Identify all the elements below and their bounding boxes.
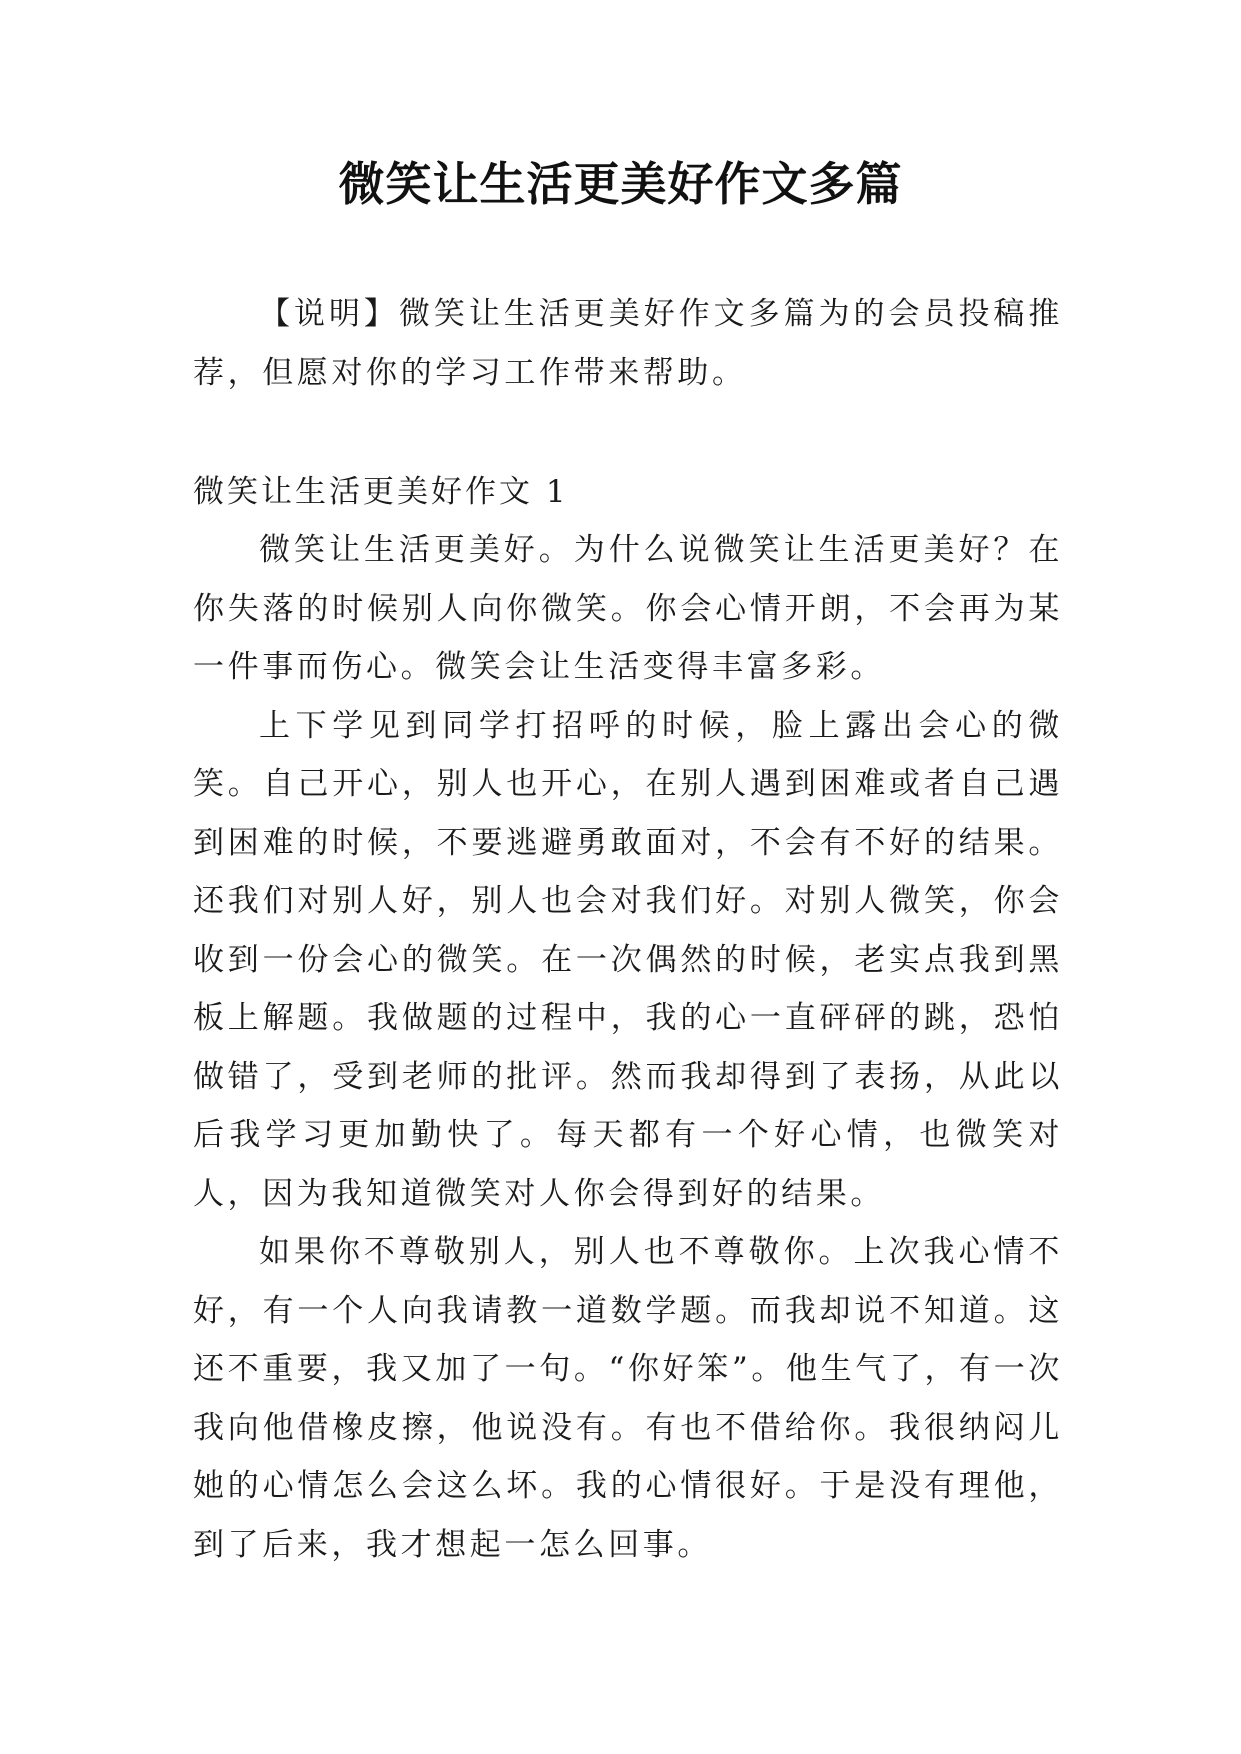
article-paragraph-3: 如果你不尊敬别人，别人也不尊敬你。上次我心情不好，有一个人向我请教一道数学题。而我却说不知道。这还不重要，我又加了一句。“你好笨”。他生气了，有一次我向他借橡皮擦，他说没有。有也不借给你。我很纳闷儿她的心情怎么会这么坏。我的心情很好。于是没有理他，到了后来，我才想起一怎么回事。 bbox=[193, 1234, 1063, 1563]
article-paragraph-2: 上下学见到同学打招呼的时候，脸上露出会心的微笑。自己开心，别人也开心，在别人遇到困难或者自己遇到困难的时候，不要逃避勇敢面对，不会有不好的结果。还我们对别人好，别人也会对我们好。对别人微笑，你会收到一份会心的微笑。在一次偶然的时候，老实点我到黑板上解题。我做题的过程中，我的心一直砰砰的跳，恐怕做错了，受到老师的批评。然而我却得到了表扬，从此以后我学习更加勤快了。每天都有一个好心情，也微笑对人，因为我知道微笑对人你会得到好的结果。 bbox=[193, 707, 1063, 1212]
intro-paragraph: 【说明】微笑让生活更美好作文多篇为的会员投稿推荐，但愿对你的学习工作带来帮助。 bbox=[193, 296, 1063, 391]
section-heading: 微笑让生活更美好作文 1 bbox=[193, 474, 569, 510]
article-paragraph-1: 微笑让生活更美好。为什么说微笑让生活更美好？在你失落的时候别人向你微笑。你会心情开朗，不会再为某一件事而伤心。微笑会让生活变得丰富多彩。 bbox=[193, 532, 1063, 685]
intro-block bbox=[193, 285, 1063, 402]
article-body bbox=[193, 521, 1063, 1574]
document-title: 微笑让生活更美好作文多篇 bbox=[338, 157, 903, 211]
